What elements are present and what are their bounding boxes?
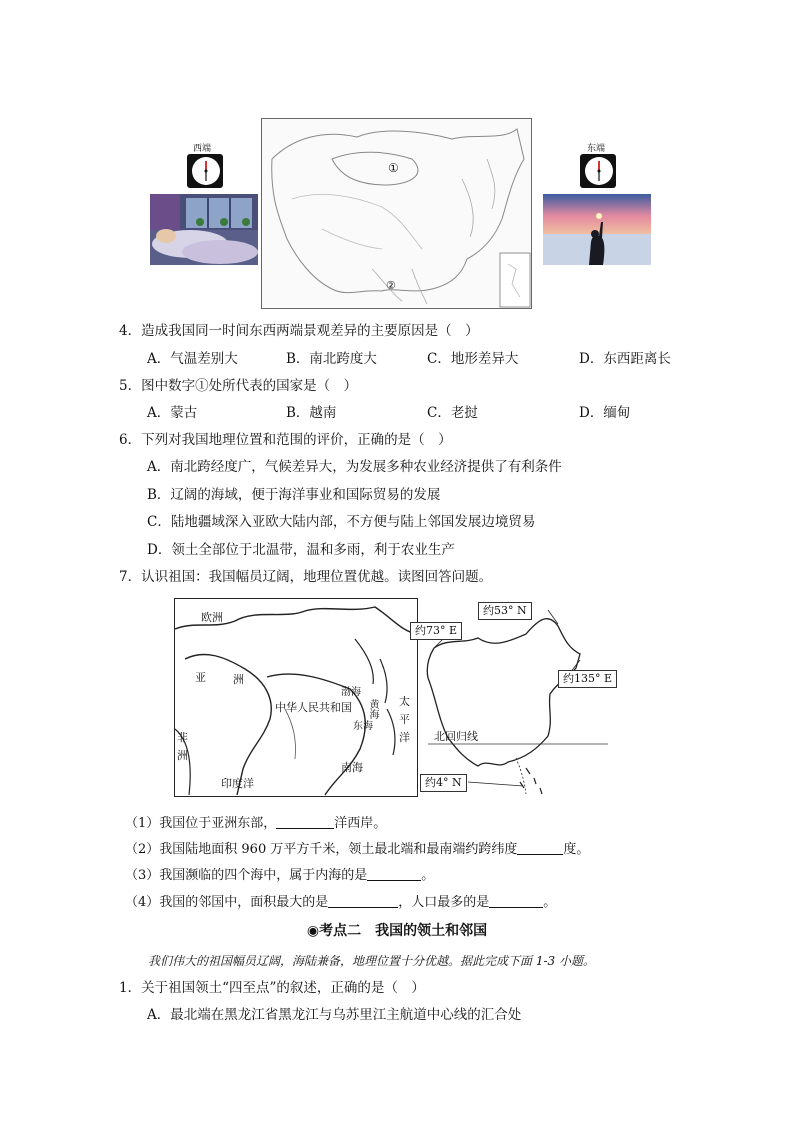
west-clock-icon [187,154,223,188]
asia-location-map [174,598,418,797]
section-2-title: ◉考点二 我国的领土和邻国 [306,923,488,939]
label-asia-b: 洲 [233,673,244,686]
answer-blank-3[interactable] [367,866,421,881]
west-night-photo [150,194,258,265]
label-4n: 约4° N [420,774,467,792]
answer-blank-4a[interactable] [328,893,398,908]
q7-sub-2: （2）我国陆地面积 960 万平方千米，领土最北端和最南端约跨纬度 度。 [125,842,590,857]
label-asia-a: 亚 [195,671,206,684]
label-pacific-b: 平 [399,713,410,726]
q4-option-d[interactable]: D．东西距离长 [579,351,671,367]
question-6-stem: 6．下列对我国地理位置和范围的评价，正确的是（ ） [119,432,452,448]
q4-option-c[interactable]: C．地形差异大 [427,351,519,367]
east-sunrise-photo [543,194,651,265]
label-tropic-of-cancer: 北回归线 [434,730,478,743]
q7-sub-1: （1）我国位于亚洲东部， 洋西岸。 [125,816,387,831]
question-5-stem: 5．图中数字①处所代表的国家是（ ） [119,378,358,394]
label-africa-b: 洲 [177,749,188,762]
question-7-stem: 7．认识祖国：我国幅员辽阔，地理位置优越。读图回答问题。 [119,569,493,585]
label-south-sea: 南海 [341,761,363,774]
section-2-intro: 我们伟大的祖国幅员辽阔，海陆兼备，地理位置十分优越。据此完成下面 1-3 小题。 [148,954,595,968]
label-yellow-sea: 黄海 [367,699,378,719]
question-1-stem: 1．关于祖国领土“四至点”的叙述，正确的是（ ） [119,980,425,996]
question-4-stem: 4．造成我国同一时间东西两端景观差异的主要原因是（ ） [119,323,479,339]
q6-option-d[interactable]: D．领土全部位于北温带，温和多雨，利于农业生产 [147,542,455,558]
label-73e: 约73° E [410,622,462,640]
answer-blank-4b[interactable] [489,893,543,908]
q7-sub-4: （4）我国的邻国中，面积最大的是 ，人口最多的是 。 [125,895,557,910]
q4-option-b[interactable]: B．南北跨度大 [286,351,377,367]
q5-option-b[interactable]: B．越南 [286,405,337,421]
label-135e: 约135° E [558,670,617,688]
label-bohai: 渤海 [341,687,361,698]
asia-map [261,118,532,309]
label-europe: 欧洲 [201,611,223,624]
map-marker-2: ② [386,279,396,292]
q6-option-a[interactable]: A．南北跨经度广，气候差异大，为发展多种农业经济提供了有利条件 [147,459,562,475]
answer-blank-2[interactable] [517,840,563,855]
label-pacific-c: 洋 [399,731,410,744]
q5-option-d[interactable]: D．缅甸 [579,405,631,421]
label-indian-ocean: 印度洋 [221,777,254,790]
label-africa-a: 非 [177,731,188,744]
q5-option-a[interactable]: A．蒙古 [147,405,198,421]
west-label: 西端 [193,144,212,154]
q6-option-b[interactable]: B．辽阔的海域，便于海洋事业和国际贸易的发展 [147,487,441,503]
q6-option-c[interactable]: C．陆地疆域深入亚欧大陆内部，不方便与陆上邻国发展边境贸易 [147,514,536,530]
label-china: 中华人民共和国 [275,701,352,714]
east-clock-icon [580,154,616,188]
answer-blank-1[interactable] [276,814,334,829]
map-marker-1: ① [388,161,399,175]
q7-sub-3: （3）我国濒临的四个海中，属于内海的是 。 [125,868,435,883]
china-extremes-map [408,598,630,798]
q4-option-a[interactable]: A．气温差别大 [147,351,238,367]
q5-option-c[interactable]: C．老挝 [427,405,478,421]
label-53n: 约53° N [478,602,532,620]
q1-option-a[interactable]: A．最北端在黑龙江省黑龙江与乌苏里江主航道中心线的汇合处 [147,1007,522,1023]
label-east-sea: 东海 [353,721,373,732]
east-label: 东端 [587,144,606,154]
label-pacific-a: 太 [399,695,410,708]
